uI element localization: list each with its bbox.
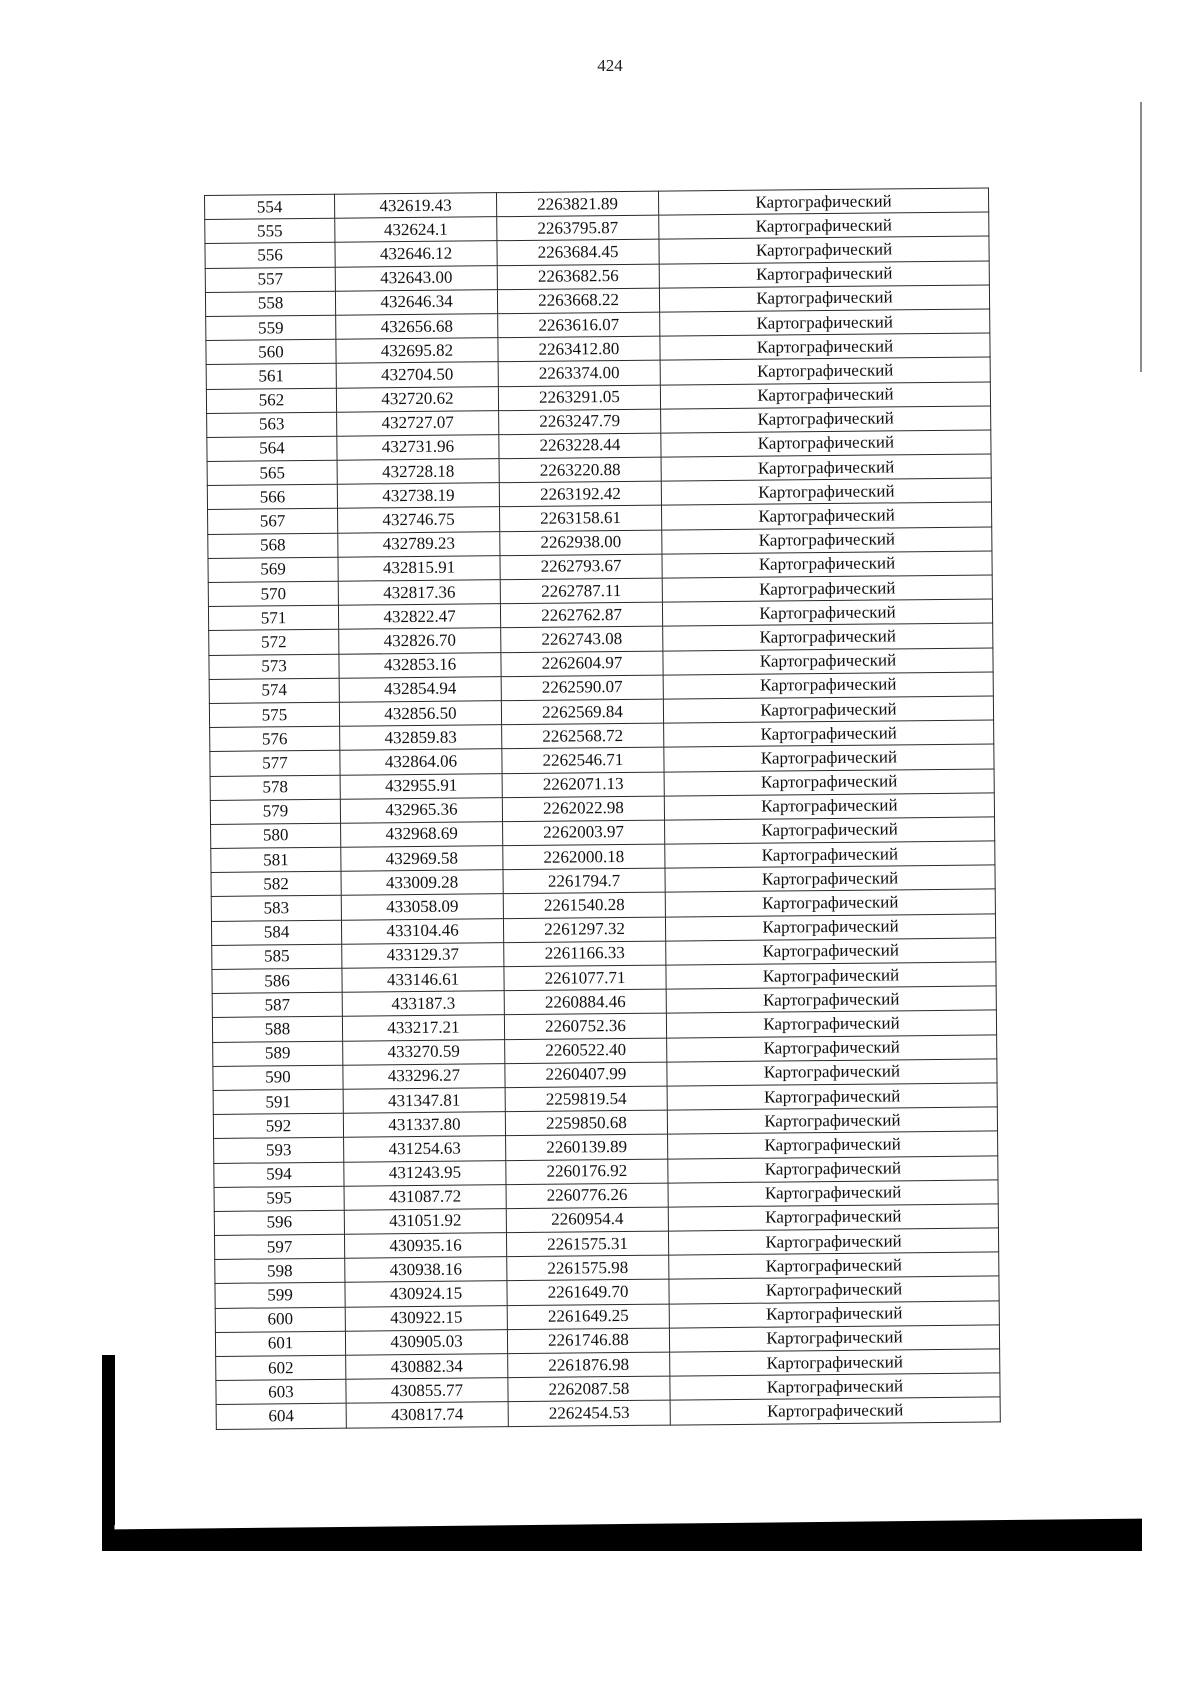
cell-y-coordinate: 2259819.54: [505, 1086, 667, 1112]
cell-point-number: 601: [215, 1331, 345, 1356]
cell-point-number: 602: [216, 1355, 346, 1380]
coordinates-table-body: [205, 188, 1001, 1429]
cell-y-coordinate: 2260176.92: [506, 1159, 668, 1185]
cell-point-number: 556: [205, 243, 335, 268]
cell-x-coordinate: 432646.34: [335, 289, 497, 315]
cell-x-coordinate: 432746.75: [338, 507, 500, 533]
cell-point-number: 574: [209, 678, 339, 703]
cell-x-coordinate: 432955.91: [340, 773, 502, 799]
cell-x-coordinate: 432704.50: [336, 362, 498, 388]
cell-y-coordinate: 2262546.71: [502, 747, 664, 773]
cell-x-coordinate: 433058.09: [341, 894, 503, 920]
cell-x-coordinate: 431254.63: [344, 1136, 506, 1162]
cell-determination-method: Картографический: [660, 333, 990, 360]
cell-point-number: 559: [206, 315, 336, 340]
cell-y-coordinate: 2263374.00: [498, 360, 660, 386]
cell-y-coordinate: 2263668.22: [497, 288, 659, 314]
cell-y-coordinate: 2261077.71: [504, 965, 666, 991]
cell-determination-method: Картографический: [661, 478, 991, 505]
cell-point-number: 592: [213, 1113, 343, 1138]
cell-x-coordinate: 430855.77: [346, 1378, 508, 1404]
cell-point-number: 596: [214, 1210, 344, 1235]
cell-x-coordinate: 430924.15: [345, 1281, 507, 1307]
cell-y-coordinate: 2262762.87: [500, 602, 662, 628]
cell-x-coordinate: 430882.34: [346, 1354, 508, 1380]
cell-point-number: 569: [208, 557, 338, 582]
cell-point-number: 560: [206, 339, 336, 364]
cell-y-coordinate: 2263412.80: [498, 336, 660, 362]
cell-determination-method: Картографический: [658, 188, 988, 215]
cell-determination-method: Картографический: [662, 502, 992, 529]
cell-point-number: 591: [213, 1089, 343, 1114]
cell-y-coordinate: 2263220.88: [499, 457, 661, 483]
cell-determination-method: Картографический: [663, 623, 993, 650]
cell-x-coordinate: 431087.72: [344, 1184, 506, 1210]
cell-x-coordinate: 431347.81: [343, 1088, 505, 1114]
cell-y-coordinate: 2262787.11: [500, 578, 662, 604]
cell-determination-method: Картографический: [663, 696, 993, 723]
cell-determination-method: Картографический: [668, 1180, 998, 1207]
cell-x-coordinate: 432822.47: [338, 604, 500, 630]
cell-y-coordinate: 2260954.4: [506, 1207, 668, 1233]
coordinates-table: [204, 187, 1001, 1429]
cell-point-number: 555: [205, 218, 335, 243]
cell-determination-method: Картографический: [661, 430, 991, 457]
cell-y-coordinate: 2263616.07: [498, 312, 660, 338]
cell-determination-method: Картографический: [665, 817, 995, 844]
cell-determination-method: Картографический: [666, 1010, 996, 1037]
cell-x-coordinate: 433270.59: [343, 1039, 505, 1065]
cell-point-number: 576: [210, 726, 340, 751]
cell-y-coordinate: 2263247.79: [499, 409, 661, 435]
cell-y-coordinate: 2260776.26: [506, 1183, 668, 1209]
cell-y-coordinate: 2262003.97: [503, 820, 665, 846]
cell-x-coordinate: 432624.1: [335, 217, 497, 243]
cell-y-coordinate: 2262569.84: [501, 699, 663, 725]
cell-point-number: 586: [212, 968, 342, 993]
cell-point-number: 562: [206, 388, 336, 413]
cell-determination-method: Картографический: [660, 381, 990, 408]
cell-point-number: 565: [207, 460, 337, 485]
cell-determination-method: Картографический: [664, 744, 994, 771]
cell-x-coordinate: 430938.16: [345, 1257, 507, 1283]
cell-point-number: 584: [211, 920, 341, 945]
cell-y-coordinate: 2262000.18: [503, 844, 665, 870]
cell-point-number: 600: [215, 1307, 345, 1332]
cell-x-coordinate: 431243.95: [344, 1160, 506, 1186]
cell-x-coordinate: 432738.19: [337, 483, 499, 509]
cell-determination-method: Картографический: [665, 865, 995, 892]
cell-determination-method: Картографический: [669, 1301, 999, 1328]
cell-determination-method: Картографический: [669, 1325, 999, 1352]
cell-x-coordinate: 433146.61: [342, 967, 504, 993]
cell-x-coordinate: 432815.91: [338, 555, 500, 581]
cell-point-number: 561: [206, 364, 336, 389]
cell-x-coordinate: 433187.3: [342, 991, 504, 1017]
cell-determination-method: Картографический: [661, 406, 991, 433]
cell-point-number: 572: [209, 630, 339, 655]
cell-x-coordinate: 432619.43: [334, 193, 496, 219]
cell-determination-method: Картографический: [667, 1034, 997, 1061]
cell-point-number: 598: [215, 1258, 345, 1283]
cell-determination-method: Картографический: [660, 309, 990, 336]
cell-y-coordinate: 2263795.87: [497, 215, 659, 241]
cell-determination-method: Картографический: [663, 648, 993, 675]
scan-edge-line: [1140, 102, 1142, 372]
cell-y-coordinate: 2261649.25: [507, 1304, 669, 1330]
cell-x-coordinate: 431337.80: [343, 1112, 505, 1138]
cell-point-number: 593: [214, 1138, 344, 1163]
cell-y-coordinate: 2263158.61: [500, 506, 662, 532]
cell-determination-method: Картографический: [668, 1228, 998, 1255]
cell-point-number: 580: [211, 823, 341, 848]
cell-determination-method: Картографический: [667, 1107, 997, 1134]
cell-point-number: 581: [211, 847, 341, 872]
cell-x-coordinate: 432695.82: [336, 338, 498, 364]
cell-determination-method: Картографический: [662, 599, 992, 626]
page-number: 424: [597, 56, 623, 75]
cell-x-coordinate: 432826.70: [339, 628, 501, 654]
cell-x-coordinate: 432656.68: [336, 314, 498, 340]
cell-x-coordinate: 430817.74: [346, 1402, 508, 1428]
cell-y-coordinate: 2259850.68: [505, 1110, 667, 1136]
cell-y-coordinate: 2262087.58: [508, 1376, 670, 1402]
cell-point-number: 594: [214, 1162, 344, 1187]
cell-point-number: 567: [208, 509, 338, 534]
cell-determination-method: Картографический: [670, 1349, 1000, 1376]
cell-point-number: 595: [214, 1186, 344, 1211]
cell-y-coordinate: 2261540.28: [503, 893, 665, 919]
cell-y-coordinate: 2263228.44: [499, 433, 661, 459]
cell-x-coordinate: 430935.16: [344, 1233, 506, 1259]
cell-y-coordinate: 2261876.98: [508, 1352, 670, 1378]
cell-point-number: 589: [213, 1041, 343, 1066]
cell-x-coordinate: 433129.37: [342, 942, 504, 968]
cell-x-coordinate: 433296.27: [343, 1063, 505, 1089]
cell-y-coordinate: 2262454.53: [508, 1400, 670, 1426]
cell-x-coordinate: 432817.36: [338, 580, 500, 606]
cell-y-coordinate: 2262568.72: [502, 723, 664, 749]
cell-determination-method: Картографический: [660, 357, 990, 384]
cell-determination-method: Картографический: [664, 720, 994, 747]
cell-point-number: 578: [210, 775, 340, 800]
cell-y-coordinate: 2262793.67: [500, 554, 662, 580]
cell-point-number: 573: [209, 654, 339, 679]
cell-determination-method: Картографический: [662, 527, 992, 554]
cell-y-coordinate: 2263684.45: [497, 240, 659, 266]
cell-x-coordinate: 432856.50: [339, 701, 501, 727]
cell-determination-method: Картографический: [666, 962, 996, 989]
cell-point-number: 604: [216, 1404, 346, 1429]
cell-point-number: 590: [213, 1065, 343, 1090]
cell-point-number: 564: [207, 436, 337, 461]
cell-determination-method: Картографический: [668, 1204, 998, 1231]
cell-point-number: 568: [208, 533, 338, 558]
cell-x-coordinate: 432727.07: [337, 410, 499, 436]
cell-y-coordinate: 2263291.05: [498, 385, 660, 411]
cell-point-number: 597: [214, 1234, 344, 1259]
cell-y-coordinate: 2260884.46: [504, 989, 666, 1015]
cell-point-number: 587: [212, 992, 342, 1017]
cell-determination-method: Картографический: [667, 1083, 997, 1110]
cell-x-coordinate: 432859.83: [340, 725, 502, 751]
cell-y-coordinate: 2263682.56: [497, 264, 659, 290]
cell-determination-method: Картографический: [669, 1252, 999, 1279]
cell-determination-method: Картографический: [662, 575, 992, 602]
cell-x-coordinate: 432789.23: [338, 531, 500, 557]
cell-x-coordinate: 432720.62: [336, 386, 498, 412]
cell-determination-method: Картографический: [666, 986, 996, 1013]
cell-y-coordinate: 2261575.31: [506, 1231, 668, 1257]
cell-x-coordinate: 432731.96: [337, 435, 499, 461]
cell-y-coordinate: 2260752.36: [504, 1013, 666, 1039]
cell-determination-method: Картографический: [659, 261, 989, 288]
cell-y-coordinate: 2263821.89: [496, 191, 658, 217]
cell-x-coordinate: 432968.69: [341, 822, 503, 848]
cell-point-number: 585: [212, 944, 342, 969]
cell-y-coordinate: 2261297.32: [503, 917, 665, 943]
cell-point-number: 563: [207, 412, 337, 437]
cell-x-coordinate: 432853.16: [339, 652, 501, 678]
cell-point-number: 577: [210, 751, 340, 776]
cell-determination-method: Картографический: [668, 1131, 998, 1158]
cell-point-number: 579: [210, 799, 340, 824]
cell-determination-method: Картографический: [659, 236, 989, 263]
cell-y-coordinate: 2261746.88: [507, 1328, 669, 1354]
cell-x-coordinate: 432854.94: [339, 676, 501, 702]
cell-x-coordinate: 432969.58: [341, 846, 503, 872]
cell-determination-method: Картографический: [665, 889, 995, 916]
cell-x-coordinate: 432646.12: [335, 241, 497, 267]
cell-determination-method: Картографический: [670, 1397, 1000, 1424]
cell-y-coordinate: 2262590.07: [501, 675, 663, 701]
cell-y-coordinate: 2260139.89: [506, 1134, 668, 1160]
cell-determination-method: Картографический: [659, 285, 989, 312]
cell-point-number: 558: [205, 291, 335, 316]
cell-y-coordinate: 2260522.40: [505, 1038, 667, 1064]
cell-y-coordinate: 2262071.13: [502, 772, 664, 798]
cell-y-coordinate: 2262022.98: [502, 796, 664, 822]
cell-determination-method: Картографический: [663, 672, 993, 699]
cell-x-coordinate: 430922.15: [345, 1305, 507, 1331]
cell-x-coordinate: 430905.03: [345, 1329, 507, 1355]
cell-point-number: 575: [209, 702, 339, 727]
cell-x-coordinate: 431051.92: [344, 1209, 506, 1235]
cell-x-coordinate: 433009.28: [341, 870, 503, 896]
cell-determination-method: Картографический: [664, 768, 994, 795]
cell-point-number: 603: [216, 1379, 346, 1404]
cell-y-coordinate: 2262743.08: [501, 626, 663, 652]
cell-determination-method: Картографический: [664, 793, 994, 820]
cell-point-number: 582: [211, 871, 341, 896]
cell-point-number: 566: [207, 484, 337, 509]
cell-determination-method: Картографический: [665, 914, 995, 941]
cell-x-coordinate: 433217.21: [342, 1015, 504, 1041]
cell-point-number: 570: [208, 581, 338, 606]
cell-x-coordinate: 433104.46: [341, 918, 503, 944]
scan-shadow-left: [102, 1355, 115, 1525]
cell-determination-method: Картографический: [668, 1155, 998, 1182]
cell-x-coordinate: 432965.36: [340, 797, 502, 823]
cell-y-coordinate: 2262604.97: [501, 651, 663, 677]
cell-determination-method: Картографический: [665, 841, 995, 868]
cell-determination-method: Картографический: [669, 1276, 999, 1303]
cell-point-number: 583: [211, 896, 341, 921]
cell-determination-method: Картографический: [659, 212, 989, 239]
cell-x-coordinate: 432864.06: [340, 749, 502, 775]
cell-y-coordinate: 2262938.00: [500, 530, 662, 556]
cell-y-coordinate: 2261649.70: [507, 1280, 669, 1306]
cell-determination-method: Картографический: [662, 551, 992, 578]
cell-y-coordinate: 2261166.33: [504, 941, 666, 967]
cell-x-coordinate: 432643.00: [335, 265, 497, 291]
cell-determination-method: Картографический: [666, 938, 996, 965]
cell-x-coordinate: 432728.18: [337, 459, 499, 485]
cell-determination-method: Картографический: [667, 1059, 997, 1086]
cell-point-number: 571: [208, 605, 338, 630]
cell-determination-method: Картографический: [670, 1373, 1000, 1400]
cell-y-coordinate: 2261575.98: [507, 1255, 669, 1281]
cell-point-number: 599: [215, 1283, 345, 1308]
cell-y-coordinate: 2260407.99: [505, 1062, 667, 1088]
cell-point-number: 557: [205, 267, 335, 292]
scan-shadow-bottom: [102, 1515, 1142, 1551]
cell-point-number: 554: [205, 194, 335, 219]
cell-point-number: 588: [212, 1017, 342, 1042]
cell-determination-method: Картографический: [661, 454, 991, 481]
cell-y-coordinate: 2263192.42: [499, 481, 661, 507]
cell-y-coordinate: 2261794.7: [503, 868, 665, 894]
